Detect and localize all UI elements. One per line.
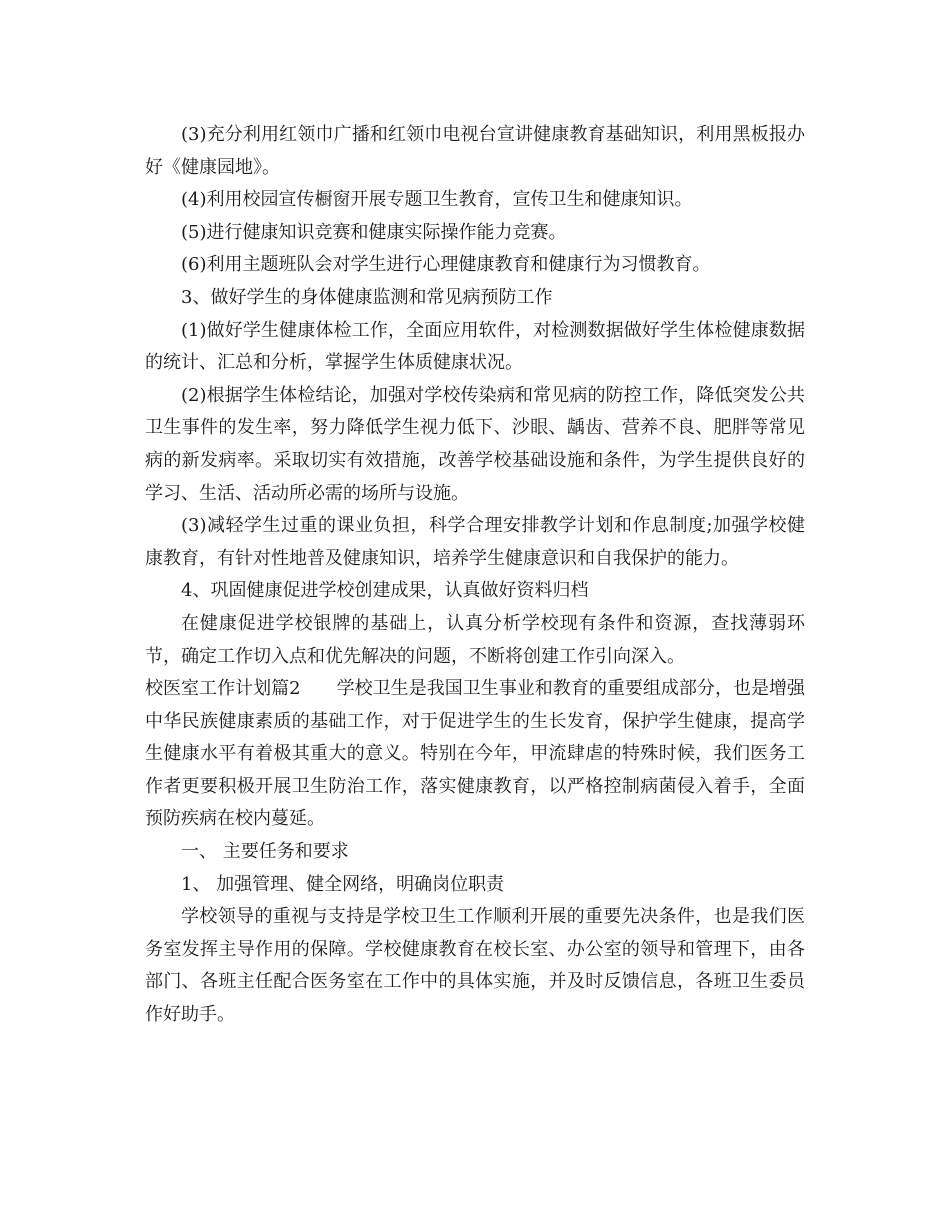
paragraph: (2)根据学生体检结论，加强对学校传染病和常见病的防控工作，降低突发公共卫生事件的发生率，努力降低学生视力低下、沙眼、龋齿、营养不良、肥胖等常见病的新发病率。采取切实有效措施，改善学校基础设施和条件，为学生提供良好的学习、生活、活动所必需的场所与设施。 bbox=[145, 384, 805, 504]
paragraph: (5)进行健康知识竞赛和健康实际操作能力竞赛。 bbox=[181, 221, 567, 243]
paragraph: (4)利用校园宣传橱窗开展专题卫生教育，宣传卫生和健康知识。 bbox=[181, 189, 693, 211]
section2-heading: 校医室工作计划篇2 bbox=[145, 678, 301, 700]
paragraph: 在健康促进学校银牌的基础上，认真分析学校现有条件和资源，查找薄弱环节，确定工作切入点和优先解决的问题，不断将创建工作引向深入。 bbox=[145, 612, 805, 667]
paragraph: (3)充分利用红领巾广播和红领巾电视台宣讲健康教育基础知识，利用黑板报办好《健康园地》。 bbox=[145, 124, 805, 178]
paragraph: (3)减轻学生过重的课业负担，科学合理安排教学计划和作息制度;加强学校健康教育，有针对性地普及健康知识，培养学生健康意识和自我保护的能力。 bbox=[145, 515, 805, 569]
document-body bbox=[145, 119, 805, 1032]
paragraph: (6)利用主题班队会对学生进行心理健康教育和健康行为习惯教育。 bbox=[181, 254, 711, 276]
paragraph: (1)做好学生健康体检工作，全面应用软件，对检测数据做好学生体检健康数据的统计、汇总和分析，掌握学生体质健康状况。 bbox=[145, 319, 805, 374]
section-heading: 3、做好学生的身体健康监测和常见病预防工作 bbox=[181, 286, 553, 308]
section-heading: 一、 主要任务和要求 bbox=[181, 841, 349, 863]
paragraph: 学校领导的重视与支持是学校卫生工作顺利开展的重要先决条件，也是我们医务室发挥主导作用的保障。学校健康教育在校长室、办公室的领导和管理下，由各部门、各班主任配合医务室在工作中的具体实施，并及时反馈信息，各班卫生委员作好助手。 bbox=[145, 906, 805, 1026]
section-heading: 4、巩固健康促进学校创建成果，认真做好资料归档 bbox=[181, 580, 589, 602]
section-heading: 1、 加强管理、健全网络，明确岗位职责 bbox=[181, 873, 505, 895]
section2-intro: 学校卫生是我国卫生事业和教育的重要组成部分，也是增强中华民族健康素质的基础工作，对于促进学生的生长发育，保护学生健康，提高学生健康水平有着极其重大的意义。特别在今年，甲流肆虐的特殊时候，我们医务工作者更要积极开展卫生防治工作，落实健康教育，以严格控制病菌侵入着手，全面预防疾病在校内蔓延。 bbox=[145, 678, 806, 830]
section2-paragraph bbox=[145, 673, 805, 836]
